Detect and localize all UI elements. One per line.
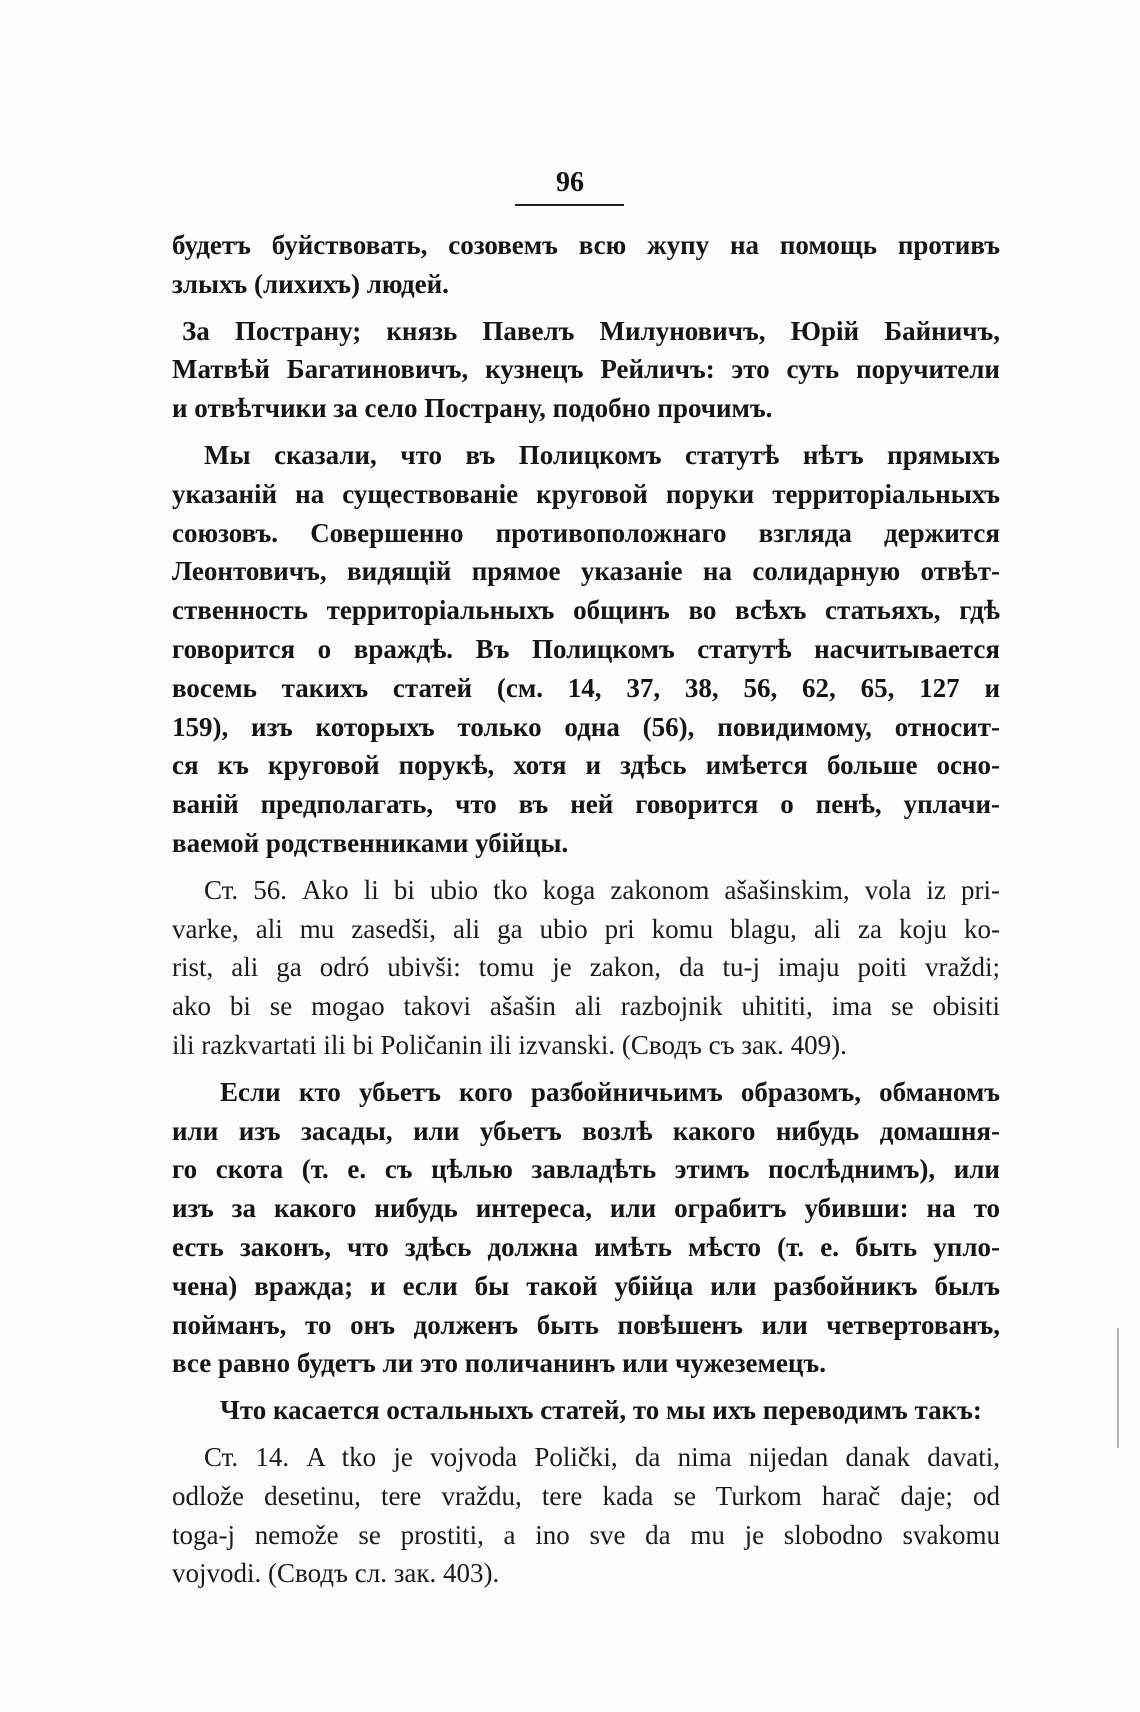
text-line: изъ за какого нибудь интереса, или ограбитъ убивши: на то: [172, 1193, 1000, 1224]
body-text: [172, 226, 1000, 1593]
text-line: будетъ буйствовать, созовемъ всю жупу на помощь противъ: [172, 230, 1000, 260]
text-line: vojvodi. (Сводъ сл. зак. 403).: [172, 1558, 500, 1589]
text-line: го скота (т. е. съ цѣлью завладѣть этимъ послѣднимъ), или: [172, 1154, 1000, 1185]
text-line: Ст. 14. A tko je vojvoda Polički, da nima nijedan danak davati,: [204, 1441, 1000, 1472]
text-line: Леонтовичъ, видящiй прямое указанiе на солидарную отвѣт-: [172, 556, 1000, 587]
text-line: и отвѣтчики за село Пострану, подобно прочимъ.: [172, 393, 773, 424]
text-line: ванiй предполагать, что въ ней говорится о пенѣ, уплачи-: [172, 789, 1000, 820]
page-number: 96: [556, 167, 584, 198]
paragraph-quote: [172, 1438, 1000, 1593]
page-number-rule: [515, 204, 624, 206]
text-line: Ст. 56. Ako li bi ubio tko koga zakonom ašašinskim, vola iz pri-: [204, 874, 1000, 905]
text-line: Матвѣй Багатиновичъ, кузнецъ Рейличъ: это суть поручители: [172, 354, 1000, 385]
text-line: восемь такихъ статей (см. 14, 37, 38, 56, 62, 65, 127 и: [172, 672, 1000, 703]
text-line: toga-j nemože se prostiti, a ino sve da mu je slobodno svakomu: [172, 1519, 1000, 1550]
text-line: rist, ali ga odró ubivši: tomu je zakon, da tu-j imaju poiti vraždi;: [172, 952, 1000, 983]
text-line: Мы сказали, что въ Полицкомъ статутѣ нѣтъ прямыхъ: [204, 439, 1000, 470]
scan-artifact: [1117, 1328, 1119, 1448]
text-line: есть законъ, что здѣсь должна имѣть мѣсто (т. е. быть упло-: [172, 1231, 1000, 1262]
text-line: чена) вражда; и если бы такой убiйца или разбойникъ былъ: [172, 1270, 1000, 1301]
paragraph: [172, 436, 1000, 863]
text-line: ваемой родственниками убiйцы.: [172, 827, 569, 858]
text-line: 159), изъ которыхъ только одна (56), повидимому, относит-: [172, 711, 1000, 742]
text-line: или изъ засады, или убьетъ возлѣ какого нибудь домашня-: [172, 1115, 1000, 1146]
text-line: пойманъ, то онъ долженъ быть повѣшенъ или четвертованъ,: [172, 1309, 1000, 1340]
text-line: ako bi se mogao takovi ašašin ali razbojnik uhititi, ima se obisiti: [172, 991, 1000, 1022]
text-line: все равно будетъ ли это поличанинъ или чужеземецъ.: [172, 1348, 826, 1379]
paragraph: [172, 226, 1000, 304]
text-line: союзовъ. Совершенно противоположнаго взгляда держится: [172, 517, 1000, 548]
text-line: злыхъ (лихихъ) людей.: [172, 268, 449, 299]
paragraph: [172, 1391, 1000, 1430]
text-line: За Пострану; князь Павелъ Милуновичъ, Юрiй Байничъ,: [182, 315, 1000, 346]
text-line: указанiй на существованiе круговой поруки территорiальныхъ: [172, 478, 1000, 509]
text-line: ственность территорiальныхъ общинъ во всѣхъ статьяхъ, гдѣ: [172, 595, 1000, 626]
text-line: Что касается остальныхъ статей, то мы ихъ переводимъ такъ:: [220, 1395, 982, 1426]
paragraph: [172, 1073, 1000, 1383]
paragraph-quote: [172, 871, 1000, 1065]
text-line: varke, ali mu zasedši, ali ga ubio pri komu blagu, ali za koju ko-: [172, 913, 1000, 944]
text-line: ili razkvartati ili bi Poličanin ili izvanski. (Сводъ съ зак. 409).: [172, 1029, 847, 1060]
text-line: ся къ круговой порукѣ, хотя и здѣсь имѣется больше осно-: [172, 750, 1000, 781]
paragraph: [172, 312, 1000, 428]
text-line: odlože desetinu, tere vraždu, tere kada se Turkom harač daje; od: [172, 1480, 1000, 1511]
text-line: говорится о враждѣ. Въ Полицкомъ статутѣ насчитывается: [172, 633, 1000, 664]
text-line: Если кто убьетъ кого разбойничьимъ образомъ, обманомъ: [220, 1076, 1000, 1107]
